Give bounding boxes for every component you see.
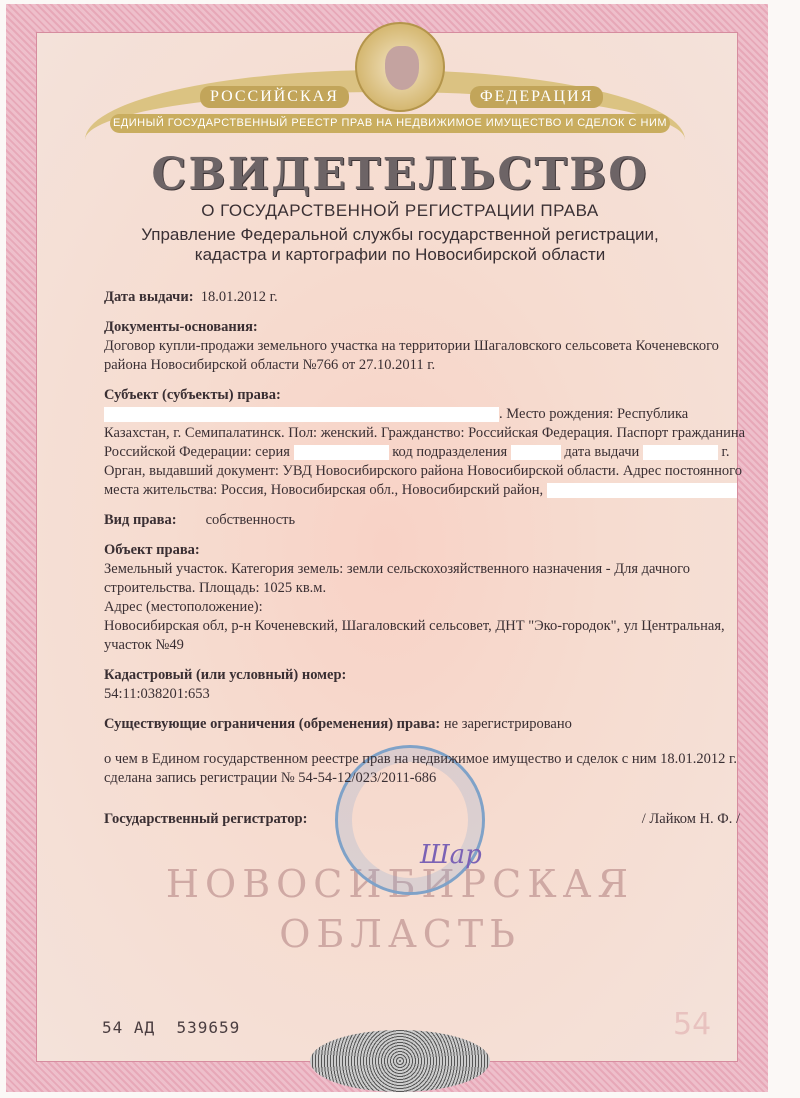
- restrictions-value: не зарегистрировано: [443, 716, 572, 732]
- subject-section: [104, 386, 749, 500]
- redacted-address: [547, 483, 737, 498]
- object-address: Новосибирская обл, р-н Коченевский, Шагаловский сельсовет, ДНТ "Эко-городок", ул Центральная, участок №49: [104, 618, 725, 653]
- document-subtitle: О ГОСУДАРСТВЕННОЙ РЕГИСТРАЦИИ ПРАВА: [201, 201, 599, 220]
- cadastral-label: Кадастровый (или условный) номер:: [104, 667, 347, 683]
- basis-value: Договор купли-продажи земельного участка на территории Шагаловского сельсовета Коченевского района Новосибирской области №766 от 27.10.2011 г.: [104, 338, 719, 373]
- cadastral-section: [104, 666, 749, 704]
- object-description: Земельный участок. Категория земель: земли сельскохозяйственного назначения - Для дачного строительства. Площадь: 1025 кв.м.: [104, 561, 691, 596]
- subject-text-1: . Место рождения: Республика Казахстан, г. Семипалатинск. Пол: женский. Гражданство: Российская Федерация. Паспорт гражданина Российской Федерации: серия: [104, 406, 746, 460]
- issue-date: [104, 288, 749, 307]
- certificate-body: [104, 288, 749, 829]
- redacted-issue-date: [643, 445, 718, 460]
- registrar-row: [104, 810, 740, 829]
- right-type: [104, 511, 749, 530]
- basis-label: Документы-основания:: [104, 319, 258, 335]
- emblem-right-text: ФЕДЕРАЦИЯ: [470, 86, 603, 108]
- watermark-line-1: НОВОСИБИРСКАЯ: [165, 862, 635, 906]
- redacted-passport-series: [294, 445, 389, 460]
- basis-section: [104, 318, 749, 375]
- watermark-line-2: ОБЛАСТЬ: [279, 912, 521, 956]
- registrar-signature: Шар: [420, 840, 482, 870]
- object-label: Объект права:: [104, 542, 200, 558]
- subject-text-2: код подразделения: [392, 444, 508, 460]
- subject-label: Субъект (субъекты) права:: [104, 387, 281, 403]
- object-address-label: Адрес (местоположение):: [104, 599, 263, 615]
- guilloche-rosette: [310, 1030, 490, 1092]
- subject-text-4: г. Орган, выдавший документ: УВД Новосибирского района Новосибирской области. Адрес постоянного места жительства: Россия, Новосибирская обл., Новосибирский район,: [104, 444, 743, 498]
- form-series-number: [102, 1018, 240, 1038]
- right-type-value: собственность: [205, 512, 296, 528]
- subject-value: [104, 405, 749, 500]
- issue-date-value: 18.01.2012 г.: [200, 289, 278, 305]
- registration-record: о чем в Едином государственном реестре прав на недвижимое имущество и сделок с ним 18.01.2012 г. сделана запись регистрации № 54-54-12/023/2011-686: [104, 751, 737, 786]
- redacted-division-code: [511, 445, 561, 460]
- restrictions-label: Существующие ограничения (обременения) права:: [104, 716, 441, 732]
- region-code: 54: [673, 1007, 712, 1042]
- coat-of-arms-emblem: [355, 22, 445, 112]
- document-title: СВИДЕТЕЛЬСТВО: [151, 149, 649, 200]
- form-series: 54 АД: [102, 1018, 156, 1037]
- restrictions: [104, 715, 749, 734]
- redacted-name: [104, 407, 499, 422]
- registrar-name: / Лайком Н. Ф. /: [641, 811, 740, 827]
- right-type-label: Вид права:: [104, 512, 177, 528]
- emblem-left-text: РОССИЙСКАЯ: [200, 86, 349, 108]
- ribbon-text: ЕДИНЫЙ ГОСУДАРСТВЕННЫЙ РЕЕСТР ПРАВ НА НЕДВИЖИМОЕ ИМУЩЕСТВО И СДЕЛОК С НИМ: [110, 114, 670, 133]
- registrar-label: Государственный регистратор:: [104, 811, 308, 827]
- form-number: 539659: [176, 1018, 241, 1037]
- subject-text-3: дата выдачи: [564, 444, 640, 460]
- issue-date-label: Дата выдачи:: [104, 289, 194, 305]
- cadastral-number: 54:11:038201:653: [104, 686, 210, 702]
- issuer-line-1: Управление Федеральной службы государственной регистрации,: [141, 225, 659, 244]
- object-section: [104, 541, 749, 655]
- issuer-line-2: кадастра и картографии по Новосибирской области: [194, 245, 606, 264]
